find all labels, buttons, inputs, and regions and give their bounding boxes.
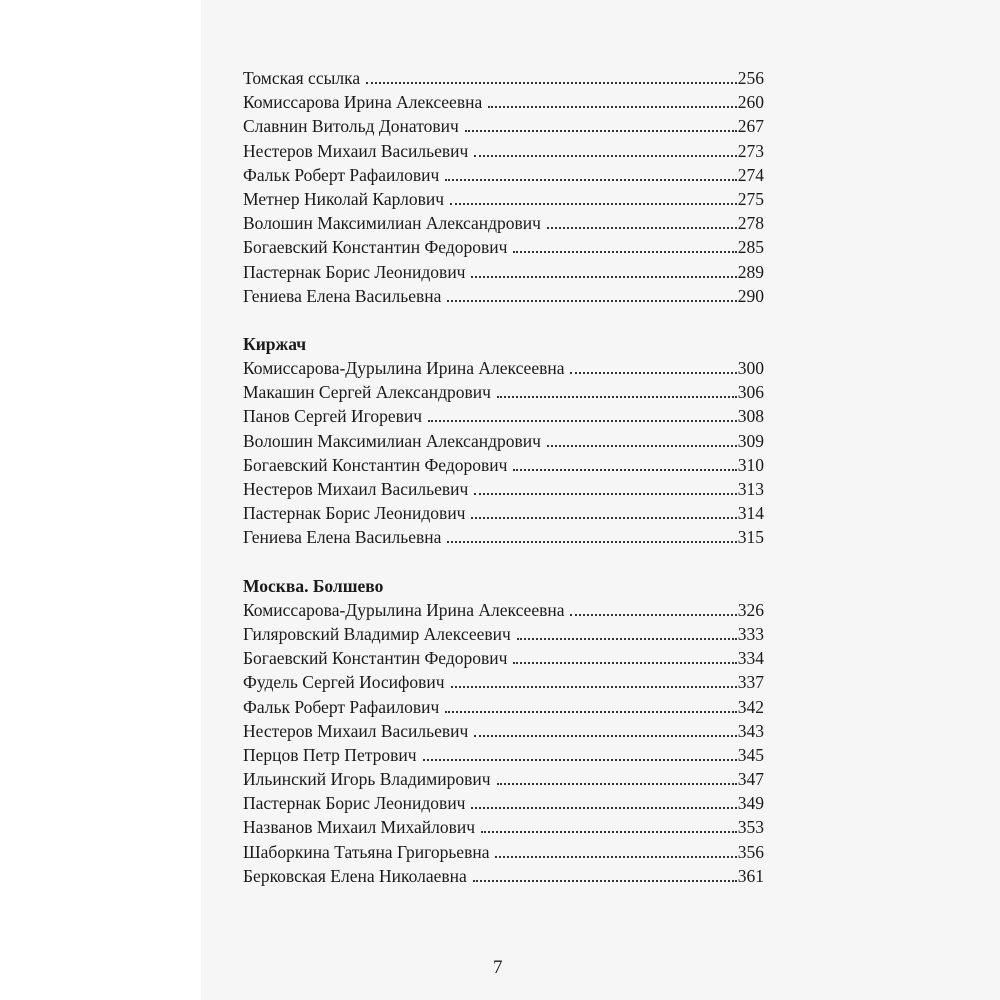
toc-entry [243, 139, 764, 163]
toc-entry [243, 260, 764, 284]
dot-leader [451, 686, 737, 688]
toc-entry-page: 361 [737, 865, 764, 886]
dot-leader [570, 372, 736, 374]
toc-entry-name: Славнин Витольд Донатович [243, 116, 459, 137]
toc-entry [243, 453, 764, 477]
toc-entry-name: Макашин Сергей Александрович [243, 382, 491, 403]
toc-entry-page: 345 [737, 744, 764, 765]
toc-entry-page: 278 [737, 213, 764, 234]
toc-entry [243, 622, 764, 646]
toc-entry [243, 356, 764, 380]
toc-entry-name: Шаборкина Татьяна Григорьевна [243, 841, 490, 862]
toc-entry-name: Панов Сергей Игоревич [243, 406, 423, 427]
toc-entry-name: Метнер Николай Карлович [243, 188, 445, 209]
toc-entry [243, 791, 764, 815]
toc-entry-name: Волошин Максимилиан Александрович [243, 430, 541, 451]
toc-entry-name: Пастернак Борис Леонидович [243, 261, 466, 282]
toc-entry-page: 333 [737, 623, 764, 644]
toc-entry-page: 273 [737, 140, 764, 161]
toc-entry-page: 285 [737, 237, 764, 258]
toc-entry-name: Комиссарова Ирина Алексеевна [243, 92, 483, 113]
dot-leader [471, 807, 736, 809]
toc-entry-page: 314 [737, 503, 764, 524]
toc-entry-page: 347 [737, 769, 764, 790]
toc-entry-page: 326 [737, 599, 764, 620]
toc-entry-page: 342 [737, 696, 764, 717]
toc-entry-page: 310 [737, 454, 764, 475]
dot-leader [423, 759, 737, 761]
toc-entry-page: 308 [737, 406, 764, 427]
section-heading: Москва. Болшево [243, 575, 384, 596]
dot-leader [445, 711, 736, 713]
toc-entry-name: Богаевский Константин Федорович [243, 237, 508, 258]
table-of-contents [243, 66, 764, 888]
toc-entry-name: Волошин Максимилиан Александрович [243, 213, 541, 234]
dot-leader [447, 541, 736, 543]
toc-entry [243, 598, 764, 622]
dot-leader [481, 831, 737, 833]
section-heading: Киржач [243, 333, 307, 354]
toc-section [243, 66, 764, 308]
toc-entry [243, 114, 764, 138]
toc-entry-page: 256 [737, 68, 764, 88]
toc-entry [243, 163, 764, 187]
toc-entry-name: Нестеров Михаил Васильевич [243, 140, 469, 161]
toc-entry-page: 315 [737, 527, 764, 548]
dot-leader [473, 880, 737, 882]
dot-leader [513, 251, 736, 253]
toc-entry-page: 306 [737, 382, 764, 403]
toc-entry [243, 501, 764, 525]
toc-entry-name: Ильинский Игорь Владимирович [243, 769, 491, 790]
dot-leader [570, 614, 736, 616]
section-spacer [243, 308, 764, 332]
toc-entry-name: Пастернак Борис Леонидович [243, 793, 466, 814]
toc-entry [243, 864, 764, 888]
toc-section [243, 574, 764, 888]
toc-entry-page: 353 [737, 817, 764, 838]
toc-entry [243, 90, 764, 114]
toc-entry-page: 289 [737, 261, 764, 282]
toc-entry [243, 380, 764, 404]
toc-entry [243, 404, 764, 428]
dot-leader [465, 130, 737, 132]
toc-entry-name: Гениева Елена Васильевна [243, 285, 442, 306]
toc-entry-name: Гениева Елена Васильевна [243, 527, 442, 548]
dot-leader [474, 155, 736, 157]
dot-leader [474, 735, 736, 737]
toc-entry-name: Нестеров Михаил Васильевич [243, 479, 469, 499]
toc-entry-page: 334 [737, 648, 764, 669]
dot-leader [366, 82, 737, 84]
toc-entry-name: Богаевский Константин Федорович [243, 648, 508, 669]
dot-leader [474, 493, 736, 495]
dot-leader [513, 662, 736, 664]
toc-entry [243, 284, 764, 308]
toc-entry [243, 477, 764, 501]
toc-entry-name: Богаевский Константин Федорович [243, 454, 508, 475]
toc-entry [243, 670, 764, 694]
toc-entry-name: Комиссарова-Дурылина Ирина Алексеевна [243, 358, 565, 379]
toc-entry-page: 260 [737, 92, 764, 113]
dot-leader [497, 783, 737, 785]
section-spacer [243, 550, 764, 574]
dot-leader [495, 856, 736, 858]
toc-entry-page: 290 [737, 285, 764, 306]
toc-entry-name: Берковская Елена Николаевна [243, 865, 467, 886]
toc-entry-name: Комиссарова-Дурылина Ирина Алексеевна [243, 599, 565, 620]
dot-leader [547, 445, 737, 447]
dot-leader [517, 638, 737, 640]
dot-leader [471, 276, 736, 278]
toc-section [243, 332, 764, 550]
toc-entry [243, 695, 764, 719]
toc-entry-page: 300 [737, 358, 764, 379]
toc-entry-name: Фальк Роберт Рафаилович [243, 164, 440, 185]
toc-entry-page: 267 [737, 116, 764, 137]
page-number: 7 [493, 957, 503, 978]
toc-entry-page: 275 [737, 188, 764, 209]
dot-leader [547, 227, 737, 229]
toc-entry [243, 719, 764, 743]
toc-entry [243, 815, 764, 839]
toc-entry-page: 274 [737, 164, 764, 185]
dot-leader [488, 106, 737, 108]
dot-leader [447, 300, 736, 302]
toc-entry-page: 313 [737, 479, 764, 499]
dot-leader [513, 469, 736, 471]
toc-entry [243, 646, 764, 670]
dot-leader [450, 203, 737, 205]
toc-entry-name: Пастернак Борис Леонидович [243, 503, 466, 524]
toc-entry-name: Гиляровский Владимир Алексеевич [243, 623, 511, 644]
toc-entry-page: 349 [737, 793, 764, 814]
toc-entry-page: 343 [737, 720, 764, 741]
dot-leader [471, 517, 736, 519]
dot-leader [445, 179, 736, 181]
toc-entry [243, 211, 764, 235]
toc-entry [243, 525, 764, 549]
toc-entry-name: Фудель Сергей Иосифович [243, 672, 445, 693]
toc-entry [243, 187, 764, 211]
toc-entry [243, 767, 764, 791]
toc-entry-name: Фальк Роберт Рафаилович [243, 696, 440, 717]
toc-entry [243, 235, 764, 259]
dot-leader [428, 420, 737, 422]
toc-entry [243, 66, 764, 90]
toc-entry-page: 356 [737, 841, 764, 862]
toc-entry-page: 337 [737, 672, 764, 693]
toc-entry-name: Томская ссылка [243, 68, 361, 88]
dot-leader [497, 396, 737, 398]
toc-entry [243, 429, 764, 453]
toc-entry-name: Нестеров Михаил Васильевич [243, 720, 469, 741]
toc-entry [243, 840, 764, 864]
toc-entry-page: 309 [737, 430, 764, 451]
toc-entry-name: Названов Михаил Михайлович [243, 817, 476, 838]
toc-entry-name: Перцов Петр Петрович [243, 744, 417, 765]
toc-entry [243, 743, 764, 767]
